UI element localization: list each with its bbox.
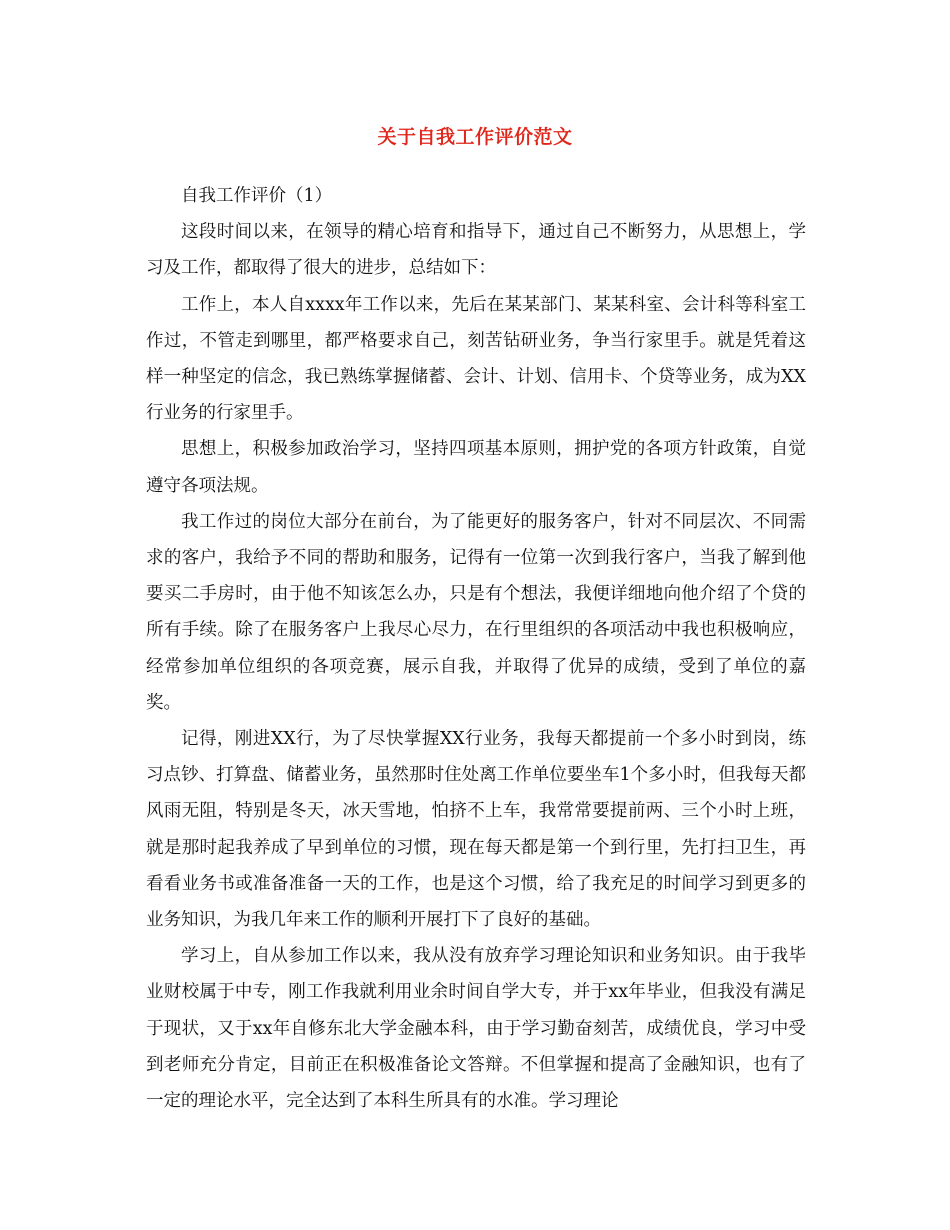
paragraph: 我工作过的岗位大部分在前台，为了能更好的服务客户，针对不同层次、不同需求的客户，我给予不同的帮助和服务，记得有一位第一次到我行客户，当我了解到他要买二手房时，由于他不知该怎么办，只是有个想法，我便详细地向他介绍了个贷的所有手续。除了在服务客户上我尽心尽力，在行里组织的各项活动中我也积极响应，经常参加单位组织的各项竞赛，展示自我，并取得了优异的成绩，受到了单位的嘉奖。 (146, 511, 806, 713)
section-heading: 自我工作评价（1） (181, 186, 333, 206)
paragraph: 工作上，本人自xxxx年工作以来，先后在某某部门、某某科室、会计科等科室工作过，不管走到哪里，都严格要求自己，刻苦钻研业务，争当行家里手。就是凭着这样一种坚定的信念，我已熟练掌握储蓄、会计、计划、信用卡、个贷等业务，成为XX行业务的行家里手。 (146, 294, 806, 424)
paragraph: 学习上，自从参加工作以来，我从没有放弃学习理论知识和业务知识。由于我毕业财校属于中专，刚工作我就利用业余时间自学大专，并于xx年毕业，但我没有满足于现状，又于xx年自修东北大学金融本科，由于学习勤奋刻苦，成绩优良，学习中受到老师充分肯定，目前正在积极准备论文答辩。不但掌握和提高了金融知识，也有了一定的理论水平，完全达到了本科生所具有的水准。学习理论 (146, 946, 806, 1112)
paragraph: 记得，刚进XX行，为了尽快掌握XX行业务，我每天都提前一个多小时到岗，练习点钞、打算盘、储蓄业务，虽然那时住处离工作单位要坐车1个多小时，但我每天都风雨无阻，特别是冬天，冰天雪地，怕挤不上车，我常常要提前两、三个小时上班，就是那时起我养成了早到单位的习惯，现在每天都是第一个到行里，先打扫卫生，再看看业务书或准备准备一天的工作，也是这个习惯，给了我充足的时间学习到更多的业务知识，为我几年来工作的顺利开展打下了良好的基础。 (146, 729, 806, 931)
document-title: 关于自我工作评价范文 (377, 126, 573, 148)
paragraph: 思想上，积极参加政治学习，坚持四项基本原则，拥护党的各项方针政策，自觉遵守各项法规。 (146, 439, 806, 496)
paragraph: 这段时间以来，在领导的精心培育和指导下，通过自己不断努力，从思想上，学习及工作，都取得了很大的进步，总结如下： (146, 222, 806, 279)
document-body (146, 178, 806, 1119)
